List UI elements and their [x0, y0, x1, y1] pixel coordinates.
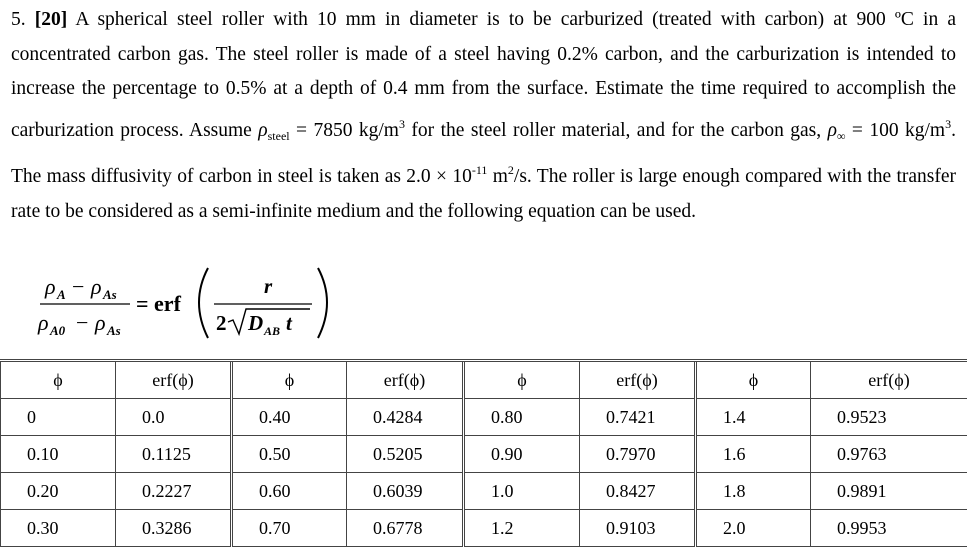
erf-cell: 0.5205	[347, 436, 464, 473]
eq-den-rho-a: ρ	[38, 310, 49, 335]
table-row	[1, 399, 967, 436]
erf-cell: 0.2227	[116, 473, 232, 510]
erf-equation	[30, 262, 330, 342]
header-phi: ϕ	[696, 361, 811, 399]
header-phi: ϕ	[232, 361, 347, 399]
rho-steel-symbol: ρ	[258, 119, 268, 141]
eq-frac-t: t	[286, 311, 292, 335]
erf-cell: 0.0	[116, 399, 232, 436]
phi-cell: 0.40	[232, 399, 347, 436]
erf-cell: 0.3286	[116, 510, 232, 547]
diffusivity-exponent: -11	[471, 163, 488, 177]
phi-cell: 1.0	[464, 473, 580, 510]
table-row	[1, 436, 967, 473]
phi-cell: 0	[1, 399, 116, 436]
eq-equals-erf: = erf	[136, 291, 181, 316]
erf-cell: 0.9763	[811, 436, 967, 473]
phi-cell: 0.10	[1, 436, 116, 473]
erf-cell: 0.6778	[347, 510, 464, 547]
header-erf: erf(ϕ)	[811, 361, 967, 399]
eq-frac-D-sub: AB	[264, 324, 281, 338]
header-erf: erf(ϕ)	[347, 361, 464, 399]
eq-num-rho-b: ρ	[91, 274, 102, 299]
phi-cell: 0.90	[464, 436, 580, 473]
problem-text-2: = 7850 kg/m	[289, 119, 399, 141]
rho-inf-subscript: ∞	[836, 128, 846, 143]
erf-cell: 0.7970	[580, 436, 696, 473]
eq-frac-two: 2	[216, 311, 227, 335]
rho-steel-subscript: steel	[267, 128, 290, 143]
eq-num-sub-b: As	[103, 287, 117, 302]
phi-cell: 2.0	[696, 510, 811, 547]
erf-cell: 0.7421	[580, 399, 696, 436]
eq-den-sub-a: A0	[50, 323, 66, 338]
erf-cell: 0.9523	[811, 399, 967, 436]
eq-den-rho-b: ρ	[95, 310, 106, 335]
phi-cell: 1.8	[696, 473, 811, 510]
problem-text-1: A spherical steel roller with 10 mm in diameter is to be carburized (treated with carbon) at 900 ºC in a concentrated carbon gas. The steel roller is made of a steel having 0.2% carbon, and the carburization is intended to increase the percentage to 0.5% at a depth of 0.4 mm from the surface. Estimate the time required to accomplish the carburization process. Assume	[11, 9, 956, 141]
erf-table	[0, 359, 967, 547]
unit-exponent-1: 3	[398, 116, 405, 131]
unit-exponent-3: 2	[507, 163, 514, 177]
problem-text-5: . The mass diffusivity of carbon in steel is taken as 2.0 × 10	[11, 119, 956, 187]
problem-number: 5.	[11, 9, 26, 30]
table-row	[1, 510, 967, 547]
header-phi: ϕ	[1, 361, 116, 399]
header-erf: erf(ϕ)	[116, 361, 232, 399]
eq-num-sub-a: A	[57, 287, 66, 302]
erf-cell: 0.6039	[347, 473, 464, 510]
erf-cell: 0.4284	[347, 399, 464, 436]
erf-cell: 0.1125	[116, 436, 232, 473]
header-phi: ϕ	[464, 361, 580, 399]
phi-cell: 0.70	[232, 510, 347, 547]
phi-cell: 0.60	[232, 473, 347, 510]
erf-cell: 0.8427	[580, 473, 696, 510]
phi-cell: 1.2	[464, 510, 580, 547]
equation-svg	[30, 262, 330, 342]
problem-text-7: /s. The roller is large enough compared with the transfer rate to be considered as a semi-infinite medium and the following equation can be used.	[11, 166, 956, 222]
erf-cell: 0.9891	[811, 473, 967, 510]
table-header-row	[1, 361, 967, 399]
problem-text-6: m	[487, 166, 508, 187]
phi-cell: 1.4	[696, 399, 811, 436]
eq-left-paren	[199, 268, 208, 338]
erf-cell: 0.9953	[811, 510, 967, 547]
problem-text-3: for the steel roller material, and for the carbon gas,	[404, 119, 828, 141]
phi-cell: 0.30	[1, 510, 116, 547]
eq-den-sub-b: As	[107, 323, 121, 338]
eq-frac-r: r	[264, 274, 273, 298]
problem-points: [20]	[34, 9, 68, 30]
erf-cell: 0.9103	[580, 510, 696, 547]
rho-inf-symbol: ρ	[827, 119, 837, 141]
problem-text-4: = 100 kg/m	[845, 119, 946, 141]
phi-cell: 0.80	[464, 399, 580, 436]
eq-frac-D: D	[248, 311, 264, 335]
phi-cell: 0.50	[232, 436, 347, 473]
unit-exponent-2: 3	[945, 116, 952, 131]
phi-cell: 1.6	[696, 436, 811, 473]
eq-den-minus: −	[76, 310, 89, 335]
phi-cell: 0.20	[1, 473, 116, 510]
table-row	[1, 473, 967, 510]
eq-num-rho-a: ρ	[45, 274, 56, 299]
eq-num-minus: −	[72, 274, 85, 299]
header-erf: erf(ϕ)	[580, 361, 696, 399]
eq-right-paren	[318, 268, 327, 338]
problem-statement	[11, 3, 956, 229]
